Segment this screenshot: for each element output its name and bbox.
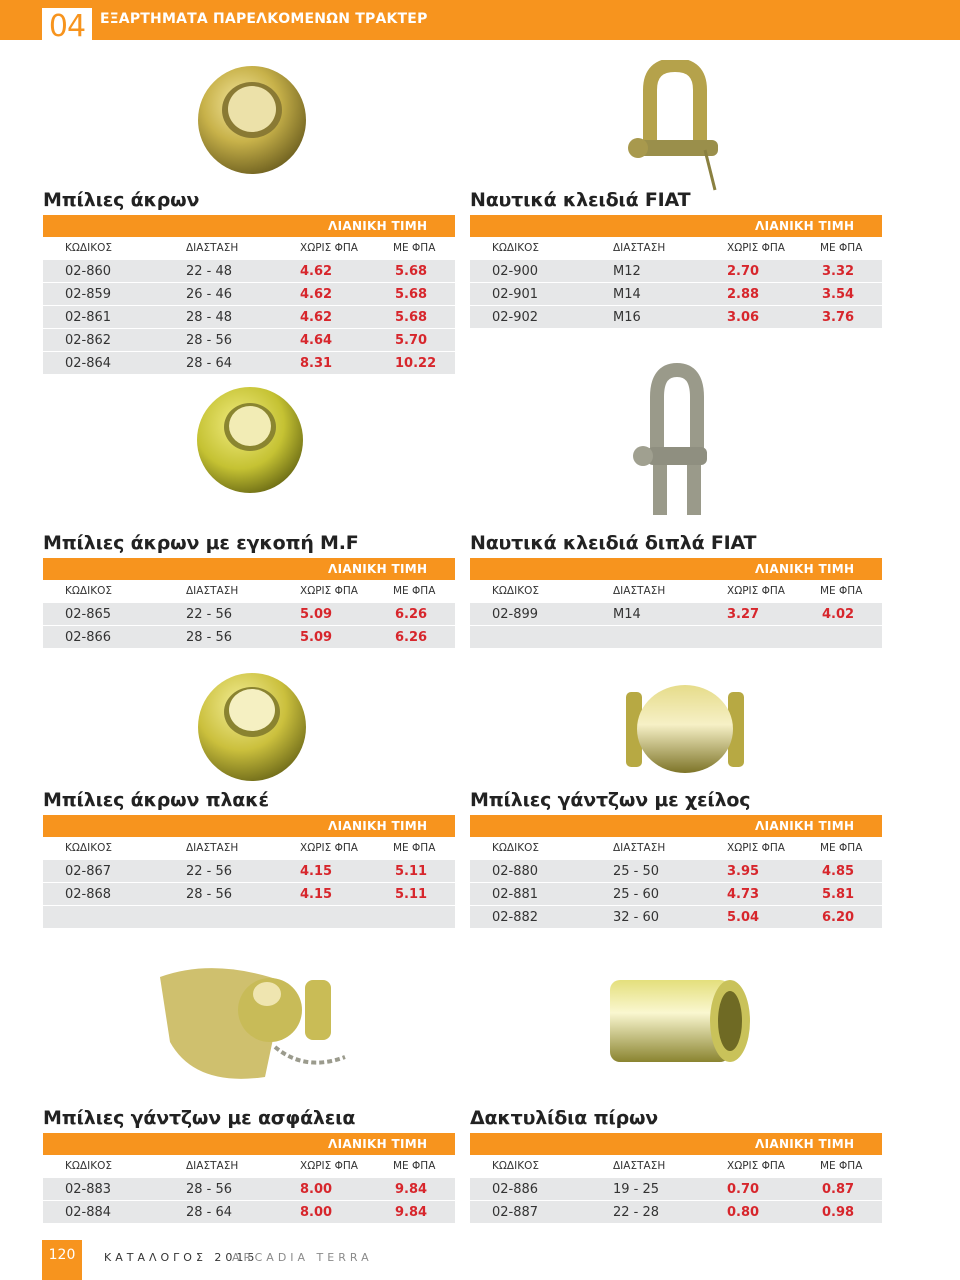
column-headers: ΚΩΔΙΚΟΣ ΔΙΑΣΤΑΣΗ ΧΩΡΙΣ ΦΠΑ ΜΕ ΦΠΑ: [492, 585, 863, 597]
table-row: 02-864 28 - 64 8.31 10.22: [43, 352, 455, 374]
section-title: Μπίλιες άκρων πλακέ: [43, 789, 269, 811]
table-row: 02-865 22 - 56 5.09 6.26: [43, 603, 455, 625]
table-row: 02-880 25 - 50 3.95 4.85: [470, 860, 882, 882]
lip-ball-image: [620, 682, 750, 777]
table-row: 02-862 28 - 56 4.64 5.70: [43, 329, 455, 351]
shackle-image: [620, 60, 730, 195]
footer-brand: ARCADIA TERRA: [232, 1251, 373, 1264]
retail-price-band: ΛΙΑΝΙΚΗ ΤΙΜΗ: [470, 815, 882, 837]
section-title: Μπίλιες γάντζων με χείλος: [470, 789, 751, 811]
chapter-number: 04: [48, 9, 86, 44]
flat-ball-image: [195, 670, 310, 785]
retail-price-band: ΛΙΑΝΙΚΗ ΤΙΜΗ: [470, 215, 882, 237]
safety-ball-image: [155, 952, 365, 1097]
table-row: 02-866 28 - 56 5.09 6.26: [43, 626, 455, 648]
table-row: 02-859 26 - 46 4.62 5.68: [43, 283, 455, 305]
section-hook-balls-safety: [43, 1105, 455, 1224]
retail-price-band: ΛΙΑΝΙΚΗ ΤΙΜΗ: [470, 1133, 882, 1155]
footer-catalog: ΚΑΤΑΛΟΓΟΣ 2015: [104, 1251, 259, 1264]
section-title: Ναυτικά κλειδιά FIAT: [470, 189, 691, 211]
retail-price-band: ΛΙΑΝΙΚΗ ΤΙΜΗ: [43, 1133, 455, 1155]
table-row: 02-867 22 - 56 4.15 5.11: [43, 860, 455, 882]
table-row: 02-886 19 - 25 0.70 0.87: [470, 1178, 882, 1200]
section-double-fiat-shackles: [470, 530, 882, 648]
section-title: Μπίλιες άκρων: [43, 189, 200, 211]
table-row: 02-901 M14 2.88 3.54: [470, 283, 882, 305]
column-headers: ΚΩΔΙΚΟΣ ΔΙΑΣΤΑΣΗ ΧΩΡΙΣ ΦΠΑ ΜΕ ΦΠΑ: [65, 242, 436, 254]
ball-notch-image: [195, 382, 305, 497]
double-shackle-image: [625, 362, 725, 522]
empty-row: [470, 626, 882, 648]
chapter-badge: [42, 8, 92, 50]
column-headers: ΚΩΔΙΚΟΣ ΔΙΑΣΤΑΣΗ ΧΩΡΙΣ ΦΠΑ ΜΕ ΦΠΑ: [492, 842, 863, 854]
table-row: 02-883 28 - 56 8.00 9.84: [43, 1178, 455, 1200]
table-row: 02-868 28 - 56 4.15 5.11: [43, 883, 455, 905]
section-title: Δακτυλίδια πίρων: [470, 1107, 659, 1129]
table-row: 02-884 28 - 64 8.00 9.84: [43, 1201, 455, 1223]
retail-price-band: ΛΙΑΝΙΚΗ ΤΙΜΗ: [470, 558, 882, 580]
pin-ring-image: [605, 968, 755, 1073]
retail-price-band: ΛΙΑΝΙΚΗ ΤΙΜΗ: [43, 215, 455, 237]
table-row: 02-861 28 - 48 4.62 5.68: [43, 306, 455, 328]
table-row: 02-900 M12 2.70 3.32: [470, 260, 882, 282]
retail-price-band: ΛΙΑΝΙΚΗ ΤΙΜΗ: [43, 558, 455, 580]
retail-price-band: ΛΙΑΝΙΚΗ ΤΙΜΗ: [43, 815, 455, 837]
empty-row: [43, 906, 455, 928]
section-title: Ναυτικά κλειδιά διπλά FIAT: [470, 532, 757, 554]
table-row: 02-881 25 - 60 4.73 5.81: [470, 883, 882, 905]
column-headers: ΚΩΔΙΚΟΣ ΔΙΑΣΤΑΣΗ ΧΩΡΙΣ ΦΠΑ ΜΕ ΦΠΑ: [65, 842, 436, 854]
section-pin-rings: [470, 1105, 882, 1224]
section-fiat-shackles: [470, 187, 882, 329]
section-flat-ball-ends: [43, 787, 455, 928]
column-headers: ΚΩΔΙΚΟΣ ΔΙΑΣΤΑΣΗ ΧΩΡΙΣ ΦΠΑ ΜΕ ΦΠΑ: [65, 1160, 436, 1172]
section-ball-ends-notch: [43, 530, 455, 649]
ball-end-image: [195, 62, 310, 177]
table-row: 02-902 M16 3.06 3.76: [470, 306, 882, 328]
section-hook-balls-lip: [470, 787, 882, 929]
page-title: ΕΞΑΡΤΗΜΑΤΑ ΠΑΡΕΛΚΟΜΕΝΩΝ ΤΡΑΚΤΕΡ: [100, 11, 428, 27]
section-title: Μπίλιες άκρων με εγκοπή M.F: [43, 532, 359, 554]
section-title: Μπίλιες γάντζων με ασφάλεια: [43, 1107, 356, 1129]
table-row: 02-887 22 - 28 0.80 0.98: [470, 1201, 882, 1223]
table-row: 02-899 M14 3.27 4.02: [470, 603, 882, 625]
page-number-badge: [42, 1240, 82, 1280]
column-headers: ΚΩΔΙΚΟΣ ΔΙΑΣΤΑΣΗ ΧΩΡΙΣ ΦΠΑ ΜΕ ΦΠΑ: [492, 242, 863, 254]
table-row: 02-860 22 - 48 4.62 5.68: [43, 260, 455, 282]
column-headers: ΚΩΔΙΚΟΣ ΔΙΑΣΤΑΣΗ ΧΩΡΙΣ ΦΠΑ ΜΕ ΦΠΑ: [492, 1160, 863, 1172]
column-headers: ΚΩΔΙΚΟΣ ΔΙΑΣΤΑΣΗ ΧΩΡΙΣ ΦΠΑ ΜΕ ΦΠΑ: [65, 585, 436, 597]
section-ball-ends: [43, 187, 455, 375]
page-number: 120: [48, 1247, 76, 1263]
table-row: 02-882 32 - 60 5.04 6.20: [470, 906, 882, 928]
